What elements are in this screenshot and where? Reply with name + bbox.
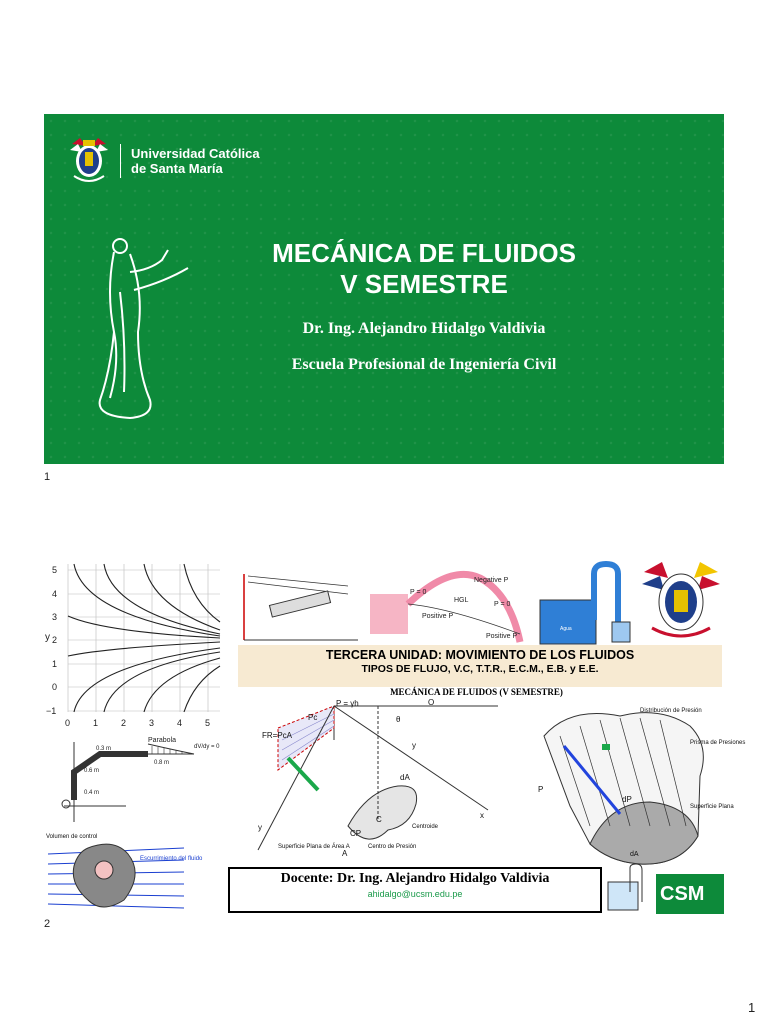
svg-text:5: 5 [205,718,211,728]
water-label: Agua [560,626,572,632]
title-slide [44,114,724,464]
docente-email[interactable]: ahidalgo@ucsm.edu.pe [367,889,463,899]
graph-grid [68,564,220,712]
slide-number-2: 2 [44,918,51,930]
school-name: Escuela Profesional de Ingeniería Civil [291,356,557,373]
y-axis-label: y [45,632,50,643]
docente-name: Docente: Dr. Ing. Alejandro Hidalgo Valdivia [280,871,550,886]
svg-text:dP: dP [622,795,632,804]
pipe-velocity-diagram [44,732,228,830]
svg-text:θ: θ [396,715,401,724]
ucsm-crest-icon [638,558,724,646]
hgl-label: HGL [454,597,469,604]
manometer-sketch [604,862,656,912]
course-semester: V SEMESTRE [340,269,508,299]
svg-text:0: 0 [52,682,58,692]
x-tick-labels [65,718,210,728]
content-slide [44,556,746,912]
positive-p-label: Positive P [422,613,454,620]
svg-text:P = γh: P = γh [336,699,359,708]
hgl-diagram [370,564,536,646]
svg-text:CP: CP [350,829,362,838]
svg-text:4: 4 [52,589,58,599]
svg-text:−1: −1 [46,706,57,716]
svg-text:2: 2 [121,718,127,728]
svg-text:5: 5 [52,565,58,575]
svg-text:FR=PcA: FR=PcA [262,731,293,740]
university-logo [68,136,260,186]
streamlines [68,564,220,712]
svg-text:1: 1 [93,718,99,728]
svg-text:dA: dA [630,851,639,858]
svg-text:2: 2 [52,635,58,645]
control-volume-diagram [44,830,228,912]
flow-label: Escurrimiento del fluido [140,856,203,862]
author-name: Dr. Ing. Alejandro Hidalgo Valdivia [302,320,546,337]
svg-text:3: 3 [52,612,58,622]
pipe-energy-sketch [238,568,362,646]
svg-text:O: O [428,698,435,707]
svg-text:4: 4 [177,718,183,728]
svg-text:x: x [480,811,484,820]
p-zero-label: P = 0 [410,589,427,596]
pressure-prism-diagram [530,696,746,872]
svg-text:C: C [376,815,382,824]
dimension-label: 0.3 m [96,746,112,752]
ucsm-logo: CSM [656,874,724,914]
p-zero-label: P = 0 [494,601,511,608]
svg-text:P: P [538,785,544,794]
unit-banner [238,645,722,687]
streamline-graph [44,556,228,734]
unit-title: TERCERA UNIDAD: MOVIMIENTO DE LOS FLUIDOS [325,648,635,662]
svg-text:Superficie Plana: Superficie Plana [690,804,734,810]
siphon-diagram [538,560,632,646]
course-line: MECÁNICA DE FLUIDOS (V SEMESTRE) [390,687,563,697]
university-name-line1: Universidad Católica [131,146,260,161]
svg-text:Centroide: Centroide [412,824,439,830]
svg-text:Pc: Pc [308,713,318,722]
svg-text:Superficie Plana de Área A: Superficie Plana de Área A [278,844,350,850]
parabola-label: Parabola [148,737,177,744]
university-name-line2: de Santa María [131,161,223,176]
inclined-plane-diagram [238,700,504,868]
university-name [131,146,260,176]
svg-text:y: y [258,823,262,832]
svg-text:Distribución de Presión: Distribución de Presión [640,708,702,714]
dimension-label: 0.6 m [84,768,100,774]
svg-text:Centro de Presión: Centro de Presión [368,844,417,850]
dv-label: dV/dy = 0 [194,744,220,750]
dimension-label: 0.8 m [154,760,170,766]
virgin-figure-icon [90,232,200,422]
logo-divider [120,144,121,178]
volume-label: Volumen de control [46,834,98,840]
unit-subtitle: TIPOS DE FLUJO, V.C, T.T.R., E.C.M., E.B. y E.E. [361,663,599,675]
negative-p-label: Negative P [474,577,509,584]
page-number: 1 [748,1000,756,1015]
svg-text:0: 0 [65,718,71,728]
positive-p-label: Positive P [486,633,518,640]
svg-text:dA: dA [400,773,410,782]
dimension-label: 0.4 m [84,790,100,796]
svg-text:Prisma de Presiones: Prisma de Presiones [690,740,746,746]
course-title: MECÁNICA DE FLUIDOS [272,238,576,268]
svg-text:1: 1 [52,659,58,669]
crest-icon [68,136,110,186]
svg-text:3: 3 [149,718,155,728]
slide-number-1: 1 [44,471,51,483]
svg-text:y: y [412,741,416,750]
docente-box [228,867,602,913]
svg-text:A: A [342,849,348,858]
